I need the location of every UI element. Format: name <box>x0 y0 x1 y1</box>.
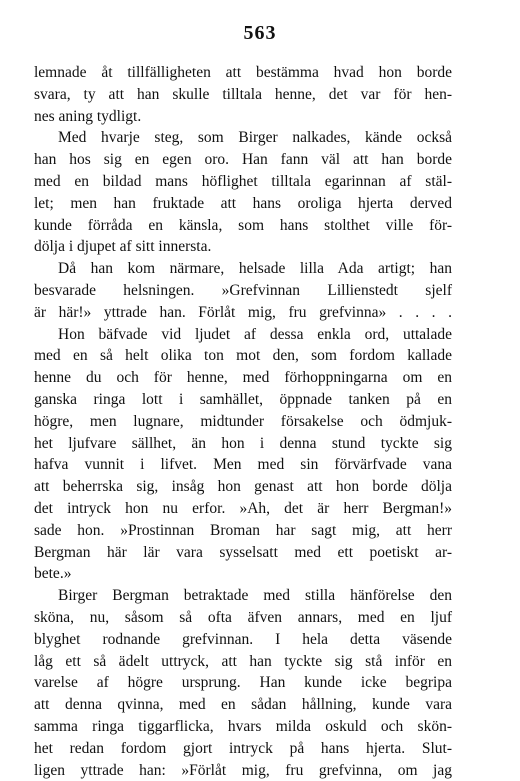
text-line: hafva vunnit i lifvet. Men med sin förvärfvade vana <box>34 454 452 476</box>
text-line: dölja i djupet af sitt innersta. <box>34 236 452 258</box>
text-line: att beherrska sig, insåg hon genast att hon borde dölja <box>34 476 452 498</box>
text-line: Bergman här lär vara sysselsatt med ett poetiskt ar- <box>34 542 452 564</box>
text-line: lemnade åt tillfälligheten att bestämma hvad hon borde <box>34 62 452 84</box>
text-line: henne du och för henne, med förhoppningarna om en <box>34 367 452 389</box>
text-line: varelse af högre ursprung. Han kunde icke begripa <box>34 672 452 694</box>
text-line: ligen yttrade han: »Förlåt mig, fru grefvinna, om jag <box>34 760 452 781</box>
page-number: 563 <box>0 22 520 45</box>
text-line: kunde förråda en känsla, som hans stolthet ville för- <box>34 215 452 237</box>
text-line: han hos sig en egen oro. Han fann väl att han borde <box>34 149 452 171</box>
text-line: att denna qvinna, med en sådan hållning, kunde vara <box>34 694 452 716</box>
text-line: är här!» yttrade han. Förlåt mig, fru grefvinna» . . . . <box>34 302 452 324</box>
text-line: med en så helt olika ton mot den, som fordom kallade <box>34 345 452 367</box>
text-line: låg ett så ädelt uttryck, att han tyckte sig stå inför en <box>34 651 452 673</box>
text-line: ganska ringa lott i samhället, öppnade tanken på en <box>34 389 452 411</box>
text-line: bete.» <box>34 563 452 585</box>
text-line: nes aning tydligt. <box>34 106 452 128</box>
text-line: samma ringa tiggarflicka, hvars milda oskuld och skön- <box>34 716 452 738</box>
text-line: Birger Bergman betraktade med stilla hänförelse den <box>34 585 452 607</box>
text-line: let; men han fruktade att hans oroliga hjerta derved <box>34 193 452 215</box>
text-line: besvarade helsningen. »Grefvinnan Lillienstedt sjelf <box>34 280 452 302</box>
text-line: med en bildad mans höflighet tilltala egarinnan af stäl- <box>34 171 452 193</box>
text-line: blyghet rodnande grefvinnan. I hela detta väsende <box>34 629 452 651</box>
text-line: Med hvarje steg, som Birger nalkades, kände också <box>34 127 452 149</box>
text-line: högre, men lugnare, midtunder försakelse och ödmjuk- <box>34 411 452 433</box>
text-line: svara, ty att han skulle tilltala henne, det var för hen- <box>34 84 452 106</box>
text-line: sade hon. »Prostinnan Broman har sagt mig, att herr <box>34 520 452 542</box>
text-line: sköna, nu, såsom så ofta äfven annars, med en ljuf <box>34 607 452 629</box>
text-line: Då han kom närmare, helsade lilla Ada artigt; han <box>34 258 452 280</box>
text-line: het ljufvare sällhet, än hon i denna stund tyckte sig <box>34 433 452 455</box>
text-line: Hon bäfvade vid ljudet af dessa enkla ord, uttalade <box>34 324 452 346</box>
body-text <box>34 62 452 781</box>
text-line: het redan fordom gjort intryck på hans hjerta. Slut- <box>34 738 452 760</box>
text-line: det intryck hon nu erfor. »Ah, det är herr Bergman!» <box>34 498 452 520</box>
